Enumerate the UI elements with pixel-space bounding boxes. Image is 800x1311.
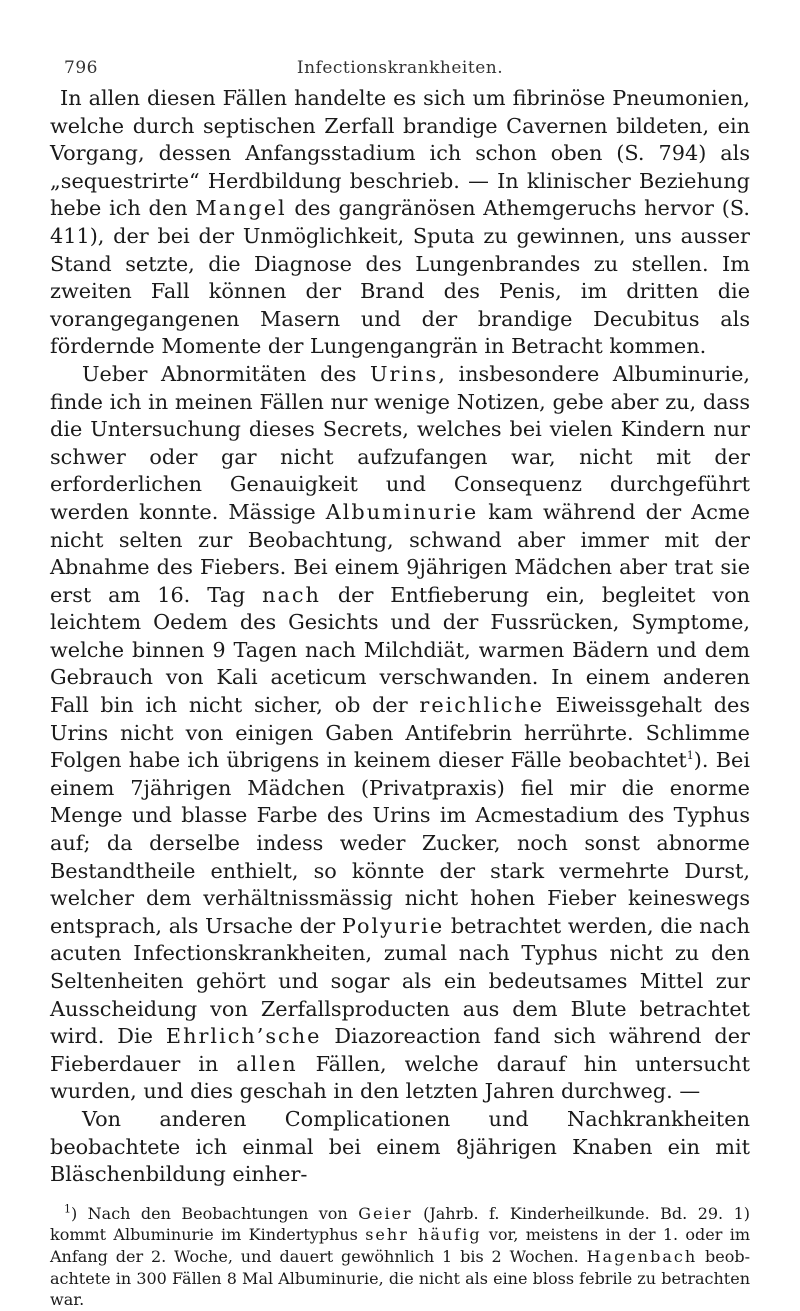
emphasized-text: reichliche: [419, 693, 544, 718]
emphasized-text: Ehrlich’sche: [165, 1024, 322, 1049]
emphasized-text: Albuminurie: [325, 499, 479, 524]
text-run: vor, meistens in der 1. oder im Anfang der 2. Woche, und dauert gewöhnlich 1 bis 2 Wochen.: [50, 1225, 750, 1266]
footnote: [50, 1203, 750, 1311]
emphasized-text: nach: [262, 582, 321, 607]
text-run: des gangränösen Athemgeruchs hervor (S. 411), der bei der Unmöglichkeit, Sputa zu gewinnen, uns ausser Stand setzte, die Diagnose des Lungenbrandes zu stellen. Im zweiten Fall können der Brand des Penis, im dritten die vorangegangenen Masern und der brandige Decubitus als fördernde Momente der Lungengangrän in Betracht kommen.: [50, 196, 750, 359]
emphasized-text: Mangel: [195, 196, 287, 221]
text-run: betrachtet werden, die nach acuten Infectionskrankheiten, zumal nach Typhus nicht zu den Seltenheiten gehört und sogar als ein bedeutsames Mittel zur Ausscheidung von Zerfallsproducten aus dem Blute betrachtet wird. Die: [50, 913, 751, 1049]
emphasized-text: sehr häufig: [365, 1225, 482, 1245]
page-number: 796: [64, 58, 98, 78]
paragraph: [50, 85, 750, 361]
page-header: [50, 58, 750, 82]
paragraph: [50, 1106, 750, 1189]
running-title: Infectionskrankheiten.: [296, 58, 504, 78]
text-run: ) Nach den Beobachtungen von: [71, 1203, 359, 1223]
text-run: Von anderen Complicationen und Nachkrankheiten beobachtete ich einmal bei einem 8jährigen Knaben ein mit Bläschenbildung einher-: [50, 1106, 750, 1187]
text-run: , insbesondere Albuminurie, finde ich in meinen Fällen nur wenige Notizen, gebe aber zu, dass die Untersuchung dieses Secrets, welches bei vielen Kindern nur schwer oder gar nicht aufzufangen war, nicht mit der erforderlichen Genauigkeit und Consequenz durchgeführt werden konnte. Mässige: [50, 361, 750, 524]
text-run: Fällen, welche darauf hin untersucht wurden, und dies geschah in den letzten Jahren durchweg. —: [50, 1051, 751, 1104]
emphasized-text: Polyurie: [341, 913, 445, 938]
footnote-marker: 1: [686, 749, 694, 763]
emphasized-text: Hagenbach: [586, 1246, 698, 1266]
document-page: [50, 58, 750, 1311]
emphasized-text: Urins: [370, 361, 439, 386]
text-run: (Jahrb. f. Kinderheilkunde. Bd. 29. 1) kommt Albuminurie im Kindertyphus: [50, 1203, 750, 1245]
footnote-area: [50, 1203, 750, 1311]
body-text: [50, 85, 750, 1189]
text-run: Ueber Abnormitäten des: [82, 361, 371, 386]
text-run: Eiweissgehalt des Urins nicht von einigen Gaben Antifebrin herrührte. Schlimme Folgen habe ich übrigens in keinem dieser Fälle beobachtet: [50, 693, 750, 773]
text-run: Diazoreaction fand sich während der Fieberdauer in: [50, 1024, 750, 1076]
text-run: der Entfieberung ein, begleitet von leichtem Oedem des Gesichts und der Fussrücken, Symptome, welche binnen 9 Tagen nach Milchdiät, warmen Bädern und dem Gebrauch von Kali aceticum verschwanden. In einem anderen Fall bin ich nicht sicher, ob der: [50, 582, 750, 718]
footnote-marker: 1: [64, 1202, 71, 1216]
paragraph: [50, 361, 750, 1106]
text-run: ). Bei einem 7jährigen Mädchen (Privatpraxis) fiel mir die enorme Menge und blasse Farbe des Urins im Acmestadium des Typhus auf; da derselbe indess weder Zucker, noch sonst abnorme Bestandtheile enthielt, so könnte der stark vermehrte Durst, welcher dem verhältnissmässig nicht hohen Fieber keineswegs entsprach, als Ursache der: [50, 748, 751, 938]
text-run: beobachtete in 300 Fällen 8 Mal Albuminurie, die nicht als eine bloss febrile zu betrachten war.: [50, 1246, 751, 1310]
emphasized-text: allen: [236, 1051, 298, 1076]
text-run: In allen diesen Fällen handelte es sich um fibrinöse Pneumonien, welche durch septischen Zerfall brandige Cavernen bildeten, ein Vorgang, dessen Anfangsstadium ich schon oben (S. 794) als „sequestrirte“ Herdbildung beschrieb. — In klinischer Beziehung hebe ich den: [50, 86, 750, 221]
text-run: kam während der Acme nicht selten zur Beobachtung, schwand aber immer mit der Abnahme des Fiebers. Bei einem 9jährigen Mädchen aber trat sie erst am 16. Tag: [50, 499, 750, 607]
emphasized-text: Geier: [358, 1203, 413, 1223]
